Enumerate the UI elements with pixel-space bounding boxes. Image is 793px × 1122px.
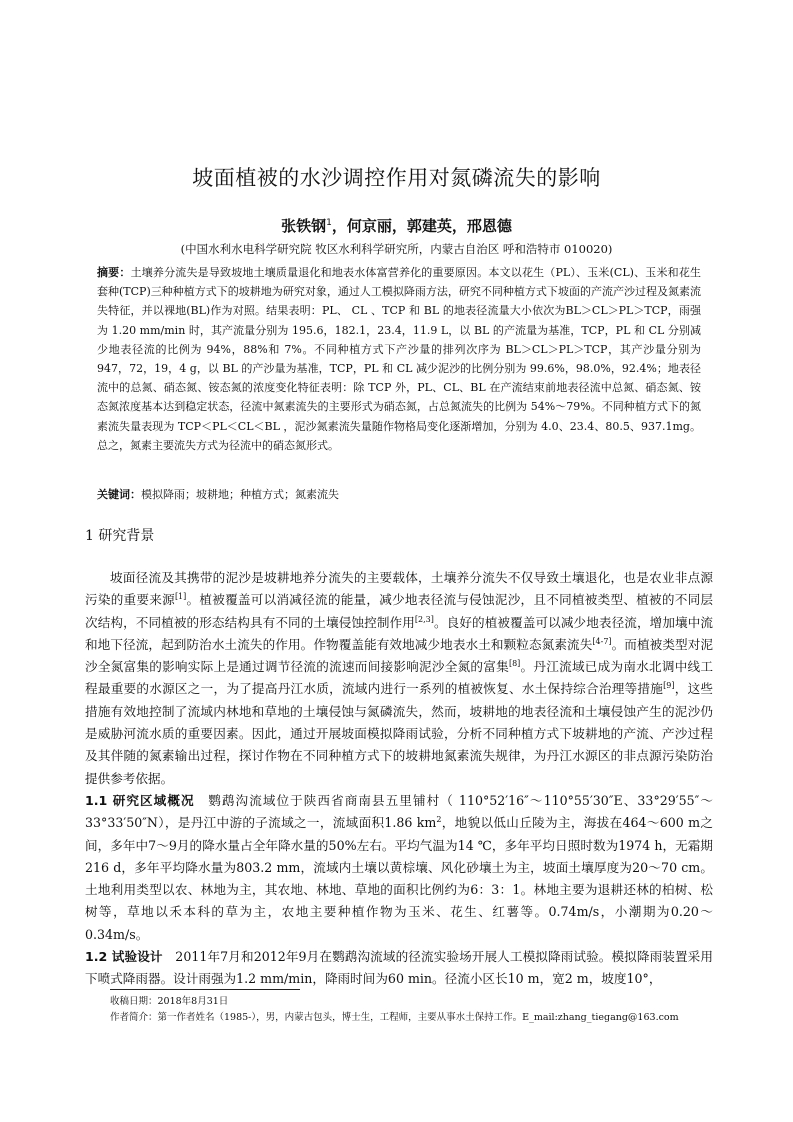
citation: [4-7]	[592, 636, 612, 646]
text-run: ，这些措施有效地控制了流域内林地和草地的土壤侵蚀与氮磷流失，然而，坡耕地的地表径流和土壤侵蚀产生的泥沙仍是威胁河流水质的重要因素。因此，通过开展坡面模拟降雨试验，分析不同种植方式下坡耕地的产流、产沙过程及其伴随的氮素输出过程，探讨作物在不同种植方式下的坡耕地氮素流失规律，为丹江水源区的非点源污染防治提供参考依据。	[85, 681, 714, 786]
citation: [9]	[663, 681, 675, 691]
co-authors: ，何京丽，郭建英，邢恩德	[331, 217, 512, 235]
first-author: 张铁钢	[281, 217, 327, 235]
text-run: 。丹江流域已成为南水北调中线工程最重要的水源区之一，为了提高丹江水质，流域内进行一系列的植被恢复、水土保持综合治理等措施	[85, 659, 714, 697]
abstract-text: 土壤养分流失是导致坡地土壤质量退化和地表水体富营养化的重要原因。本文以花生（PL）、玉米(CL)、玉米和花生套种(TCP)三种种植方式下的坡耕地为研究对象，通过人工模拟降雨方法，研究不同种植方式下坡面的产流产沙过程及氮素流失特征，并以裸地(BL)作为对照。结果表明：PL、 CL 、TCP 和 BL 的地表径流量大小依次为BL＞CL＞PL＞TCP，雨强为 1.20 mm/min 时，其产流量分别为 195.6，182.1，23.4，11.9 L，以 BL 的产流量为基准，TCP，PL 和 CL 分别减少地表径流的比例为 94%，88%和 7%。不同种植方式下产沙量的排列次序为 BL＞CL＞PL＞TCP，其产沙量分别为 947，72，19，4 g，以 BL 的产沙量为基准，TCP，PL 和 CL 减少泥沙的比例分别为 99.6%，98.0%，92.4%；地表径流中的总氮、硝态氮、铵态氮的浓度变化特征表明：除 TCP 外，PL、CL、BL 在产流结束前地表径流中总氮、硝态氮、铵态氮浓度基本达到稳定状态，径流中氮素流失的主要形式为硝态氮，占总氮流失的比例为 54%～79%。不同种植方式下的氮素流失量表现为 TCP＜PL＜CL＜BL ，泥沙氮素流失量随作物格局变化逐渐增加，分别为 4.0、23.4、80.5、937.1mg。总之，氮素主要流失方式为径流中的硝态氮形式。	[97, 266, 702, 452]
paper-title: 坡面植被的水沙调控作用对氮磷流失的影响	[192, 166, 601, 190]
text-run: 坡面径流及其携带的泥沙是坡耕地养分流失的主要载体，土壤养分流失不仅导致土壤退化，也是农业非点源污染的重要来源	[85, 570, 713, 608]
superscript: 2	[436, 815, 442, 825]
subsection-heading: 1.1 研究区域概况	[85, 792, 195, 808]
paragraph-experiment-design	[85, 946, 713, 991]
citation: [2,3]	[414, 614, 434, 624]
text-run: 。良好的植被覆盖可以减少地表径流，增加壤中流和地下径流，起到防治水土流失的作用。作物覆盖能有效地减少地表水土和颗粒态氮素流失	[85, 614, 714, 652]
keywords-text: 模拟降雨；坡耕地；种植方式；氮素流失	[141, 488, 339, 501]
affiliation: (中国水利水电科学研究院 牧区水利科学研究所，内蒙古自治区 呼和浩特市 010020)	[180, 242, 613, 256]
text-run: 鹦鹉沟流域位于陕西省商南县五里铺村（ 110°52′16″～110°55′30″E、33°29′55″～33°33′50″N），是丹江中游的子流域之一，流域面积1.86 km	[85, 792, 713, 831]
author-affiliation-mark: 1	[326, 218, 332, 228]
abstract	[97, 263, 701, 455]
paragraph-background	[85, 567, 713, 790]
paragraph-study-area	[85, 790, 713, 946]
citation: [1]	[174, 592, 187, 602]
keywords-label: 关键词：	[97, 488, 141, 501]
received-date: 收稿日期：2018年8月31日	[110, 996, 229, 1007]
author-list	[0, 215, 793, 236]
author-bio: 作者简介：第一作者姓名（1985-），男，内蒙古包头，博士生，工程师，主要从事水土保持工作。E_mail:zhang_tiegang@163.com	[110, 1012, 679, 1023]
abstract-label: 摘要：	[97, 266, 131, 279]
section-heading: 1 研究背景	[85, 528, 155, 544]
citation: [8]	[508, 659, 521, 668]
text-run: 2011年7月和2012年9月在鹦鹉沟流域的径流实验场开展人工模拟降雨试验。模拟降雨装置采用下喷式降雨器。设计雨强为1.2 mm/min，降雨时间为60 min。径流小区长10 m，宽2 m，坡度10°，	[85, 949, 713, 987]
body-text	[85, 567, 713, 991]
footnote-rule	[110, 989, 300, 990]
footnotes	[110, 994, 720, 1026]
subsection-heading: 1.2 试验设计	[85, 949, 163, 965]
text-run: 。植被覆盖可以消减径流的能量，减少地表径流与侵蚀泥沙，且不同植被类型、植被的不同层次结构，不同植被的形态结构具有不同的土壤侵蚀控制作用	[85, 592, 714, 630]
text-run: 。而植被类型对泥沙全氮富集的影响实际上是通过调节径流的流速而间接影响泥沙全氮的富集	[85, 636, 714, 675]
keywords	[97, 486, 701, 502]
text-run: ，地貌以低山丘陵为主，海拔在464～600 m之间，多年中7～9月的降水量占全年降水量的50%左右。平均气温为14 ℃，多年平均日照时数为1974 h，无霜期216 d，多年平均降水量为803.2 mm，流域内土壤以黄棕壤、风化砂壤土为主，坡面土壤厚度为20～70 cm。土地利用类型以农、林地为主，其农地、林地、草地的面积比例约为6：3：1。林地主要为退耕还林的柏树、松树等，草地以禾本科的草为主，农地主要种植作物为玉米、花生、红薯等。0.74m/s，小潮期为0.20～0.34m/s。	[85, 815, 713, 942]
